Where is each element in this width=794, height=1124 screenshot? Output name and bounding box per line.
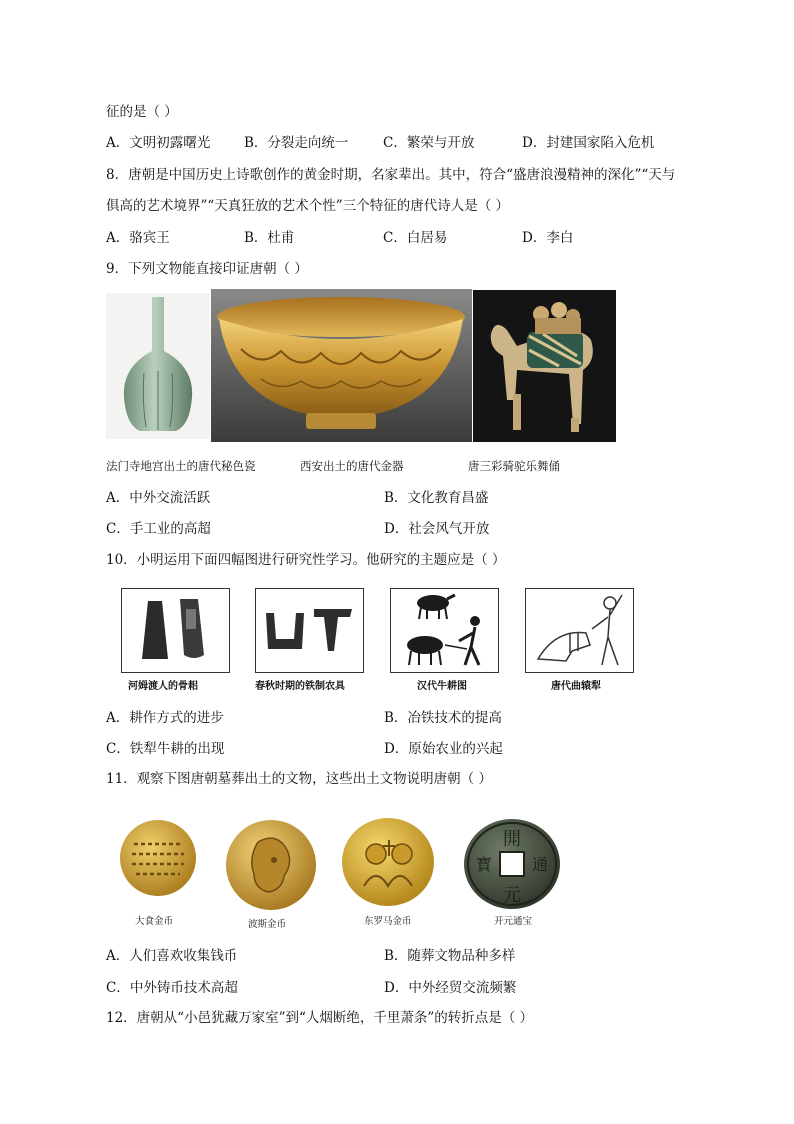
q11-caption-arab-coin: 大食金币: [135, 916, 174, 927]
arab-gold-coin-image: [118, 818, 198, 898]
q11-option-c: C．中外铸币技术高超: [106, 980, 238, 996]
q10-caption-curved-plow: 唐代曲辕犁: [551, 681, 601, 692]
q10-option-b: B．冶铁技术的提高: [384, 710, 502, 726]
iron-tools-image: [255, 588, 364, 673]
q11-caption-persian-coin: 波斯金币: [248, 919, 287, 930]
q7-option-b: B．分裂走向统一: [244, 135, 349, 151]
q8-option-a: A．骆宾王: [106, 230, 170, 246]
q11-option-d: D．中外经贸交流频繁: [384, 980, 517, 996]
q11-caption-byzantine-coin: 东罗马金币: [364, 916, 412, 927]
han-ox-plowing-image: [390, 588, 499, 673]
q9-option-c: C．手工业的高超: [106, 521, 211, 537]
q7-option-a: A．文明初露曙光: [106, 135, 211, 151]
q9-caption-vase: 法门寺地宫出土的唐代秘色瓷: [106, 459, 256, 473]
q11-stem: 11．观察下图唐朝墓葬出土的文物，这些出土文物说明唐朝（ ）: [106, 771, 492, 787]
q8-option-c: C．白居易: [383, 230, 448, 246]
q9-option-a: A．中外交流活跃: [106, 490, 211, 506]
sancai-camel-image: [473, 290, 616, 442]
gold-bowl-image: [211, 289, 472, 442]
coin-glyph-bottom: 元: [503, 885, 521, 906]
q8-option-b: B．杜甫: [244, 230, 295, 246]
q8-stem-line1: 8．唐朝是中国历史上诗歌创作的黄金时期，名家辈出。其中，符合“盛唐浪漫精神的深化”“天与: [106, 167, 676, 183]
q10-stem: 10．小明运用下面四幅图进行研究性学习。他研究的主题应是（ ）: [106, 552, 506, 568]
q9-caption-bowl: 西安出土的唐代金器: [300, 459, 404, 473]
q10-caption-ox-plowing: 汉代牛耕图: [417, 681, 467, 692]
q9-caption-camel: 唐三彩骑驼乐舞俑: [468, 459, 560, 473]
curved-plow-image: [525, 588, 634, 673]
q10-option-d: D．原始农业的兴起: [384, 741, 503, 757]
q11-option-b: B．随葬文物品种多样: [384, 948, 516, 964]
q10-option-a: A．耕作方式的进步: [106, 710, 224, 726]
persian-gold-coin-image: [224, 818, 318, 912]
q11-option-a: A．人们喜欢收集钱币: [106, 948, 238, 964]
q8-stem-line2: 俱高的艺术境界”“天真狂放的艺术个性”三个特征的唐代诗人是（ ）: [106, 198, 509, 214]
coin-glyph-top: 開: [503, 829, 521, 850]
q11-caption-kaiyuan-coin: 开元通宝: [494, 916, 533, 927]
q10-caption-bone-spade: 河姆渡人的骨耜: [128, 681, 198, 692]
q8-option-d: D．李白: [522, 230, 574, 246]
q10-caption-iron-tools: 春秋时期的铁制农具: [255, 681, 345, 692]
q9-option-b: B．文化教育昌盛: [384, 490, 489, 506]
bone-spade-image: [121, 588, 230, 673]
byzantine-gold-coin-image: [340, 816, 436, 908]
q7-option-c: C．繁荣与开放: [383, 135, 475, 151]
coin-glyph-left: 寳: [475, 855, 493, 874]
q7-stem-tail: 征的是（ ）: [106, 104, 178, 120]
kaiyuan-coin-image: [462, 817, 562, 911]
q12-stem: 12．唐朝从“小邑犹藏万家室”到“人烟断绝，千里萧条”的转折点是（ ）: [106, 1010, 534, 1026]
q7-option-d: D．封建国家陷入危机: [522, 135, 655, 151]
q10-option-c: C．铁犁牛耕的出现: [106, 741, 225, 757]
coin-glyph-right: 通: [531, 855, 549, 874]
celadon-vase-image: [106, 293, 210, 439]
q9-stem: 9．下列文物能直接印证唐朝（ ）: [106, 261, 308, 277]
q9-option-d: D．社会风气开放: [384, 521, 490, 537]
